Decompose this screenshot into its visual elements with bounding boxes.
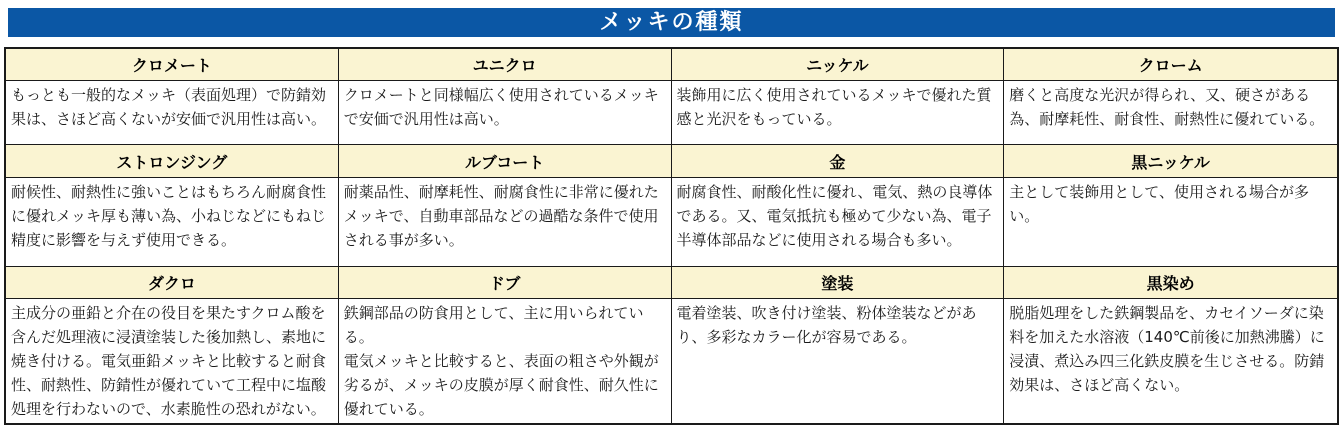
type-description-gold: 耐腐食性、耐酸化性に優れ、電気、熱の良導体である。又、電気抵抗も極めて少ない為、電子半導体部品などに使用される場合も多い。 bbox=[672, 178, 1005, 267]
type-header-label: ダクロ bbox=[147, 274, 196, 293]
type-header-label: ユニクロ bbox=[472, 56, 537, 75]
type-header-label: ドブ bbox=[488, 274, 521, 293]
type-header-nickel bbox=[672, 49, 1005, 81]
type-description-black-nickel: 主として装飾用として、使用される場合が多い。 bbox=[1004, 178, 1337, 267]
type-header-label: クローム bbox=[1138, 56, 1203, 75]
type-header-label: ルブコート bbox=[465, 152, 545, 172]
type-header-lubcoat bbox=[339, 145, 672, 178]
plating-types-table bbox=[4, 47, 1339, 425]
type-header-unichrome bbox=[339, 49, 672, 81]
type-header-label: 塗装 bbox=[821, 274, 854, 293]
type-header-hot-dip bbox=[339, 267, 672, 299]
type-header-black-oxide bbox=[1004, 267, 1337, 299]
type-header-label: 黒ニッケル bbox=[1131, 152, 1210, 172]
type-description-black-oxide: 脱脂処理をした鉄鋼製品を、カセイソーダに染料を加えた水溶液（140℃前後に加熱沸騰）に浸漬、煮込み四三化鉄皮膜を生じさせる。防錆効果は、さほど高くない。 bbox=[1004, 299, 1337, 423]
type-header-strong-zinc bbox=[6, 145, 339, 178]
type-description-chrome: 磨くと高度な光沢が得られ、又、硬さがある為、耐摩耗性、耐食性、耐熱性に優れている。 bbox=[1004, 81, 1337, 145]
page-title: メッキの種類 bbox=[599, 9, 744, 35]
type-header-coating bbox=[672, 267, 1005, 299]
type-description-lubcoat: 耐薬品性、耐摩耗性、耐腐食性に非常に優れたメッキで、自動車部品などの過酷な条件で使用される事が多い。 bbox=[339, 178, 672, 267]
title-banner bbox=[8, 8, 1335, 37]
type-header-label: ニッケル bbox=[806, 56, 869, 75]
type-description-chromate: もっとも一般的なメッキ（表面処理）で防錆効果は、さほど高くないが安価で汎用性は高い。 bbox=[6, 81, 339, 145]
type-description-unichrome: クロメートと同様幅広く使用されているメッキで安価で汎用性は高い。 bbox=[339, 81, 672, 145]
type-header-gold bbox=[672, 145, 1005, 178]
type-description-dacro: 主成分の亜鉛と介在の役目を果たすクロム酸を含んだ処理液に浸漬塗装した後加熱し、素地に焼き付ける。電気亜鉛メッキと比較すると耐食性、耐熱性、防錆性が優れていて工程中に塩酸処理を行わないので、水素脆性の恐れがない。 bbox=[6, 299, 339, 423]
type-header-dacro bbox=[6, 267, 339, 299]
type-header-label: 金 bbox=[829, 152, 846, 172]
type-header-chrome bbox=[1004, 49, 1337, 81]
type-description-hot-dip: 鉄鋼部品の防食用として、主に用いられている。 電気メッキと比較すると、表面の粗さや外観が劣るが、メッキの皮膜が厚く耐食性、耐久性に優れている。 bbox=[339, 299, 672, 423]
type-description-coating: 電着塗装、吹き付け塗装、粉体塗装などがあり、多彩なカラー化が容易である。 bbox=[672, 299, 1005, 423]
type-header-chromate bbox=[6, 49, 339, 81]
type-header-label: 黒染め bbox=[1146, 274, 1195, 293]
type-description-strong-zinc: 耐候性、耐熱性に強いことはもちろん耐腐食性に優れメッキ厚も薄い為、小ねじなどにもねじ精度に影響を与えず使用できる。 bbox=[6, 178, 339, 267]
type-header-label: ストロンジング bbox=[116, 152, 228, 172]
type-description-nickel: 装飾用に広く使用されているメッキで優れた質感と光沢をもっている。 bbox=[672, 81, 1005, 145]
type-header-black-nickel bbox=[1004, 145, 1337, 178]
type-header-label: クロメート bbox=[131, 56, 212, 75]
